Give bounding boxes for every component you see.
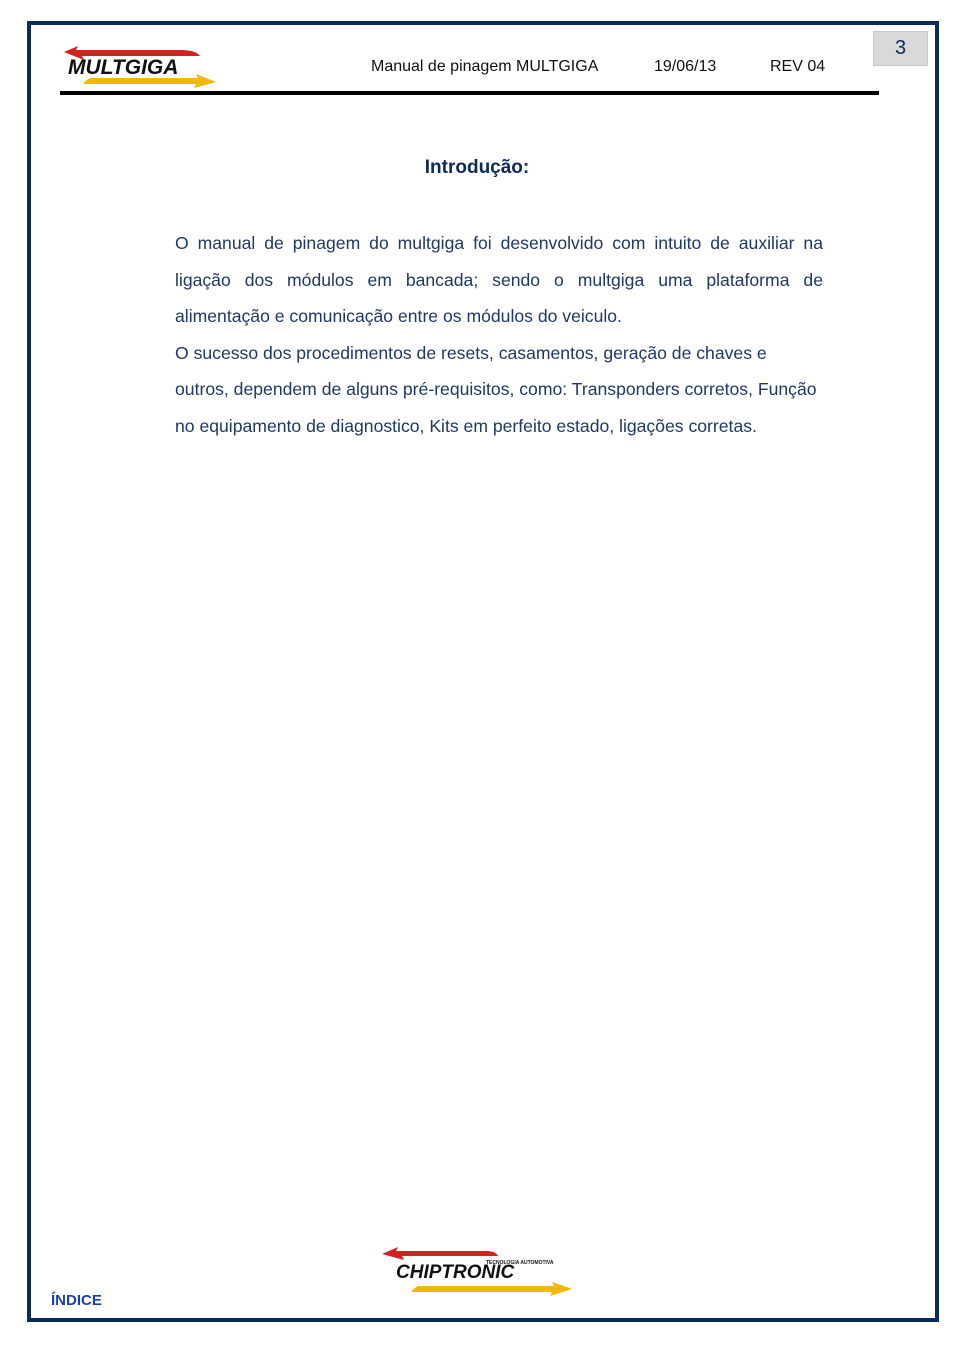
chiptronic-logo bbox=[378, 1244, 578, 1298]
intro-paragraph: O manual de pinagem do multgiga foi desenvolvido com intuito de auxiliar na ligação dos módulos em bancada; sendo o multgiga uma plataforma de alimentação e comunicação entre os módulos do veiculo. bbox=[175, 233, 823, 327]
document-title: Manual de pinagem MULTGIGA bbox=[371, 58, 599, 75]
svg-text:TECNOLOGIA AUTOMOTIVA: TECNOLOGIA AUTOMOTIVA bbox=[486, 1260, 554, 1266]
svg-text:MULTGIGA: MULTGIGA bbox=[68, 56, 179, 79]
multgiga-logo bbox=[60, 42, 220, 88]
index-link[interactable]: ÍNDICE bbox=[51, 1292, 102, 1309]
svg-text:CHIPTRONIC: CHIPTRONIC bbox=[396, 1262, 515, 1283]
intro-body bbox=[175, 225, 823, 445]
section-title: Introdução: bbox=[424, 157, 530, 178]
page-header bbox=[60, 40, 880, 94]
header-divider bbox=[60, 91, 879, 95]
document-date: 19/06/13 bbox=[654, 58, 717, 75]
intro-paragraph: O sucesso dos procedimentos de resets, casamentos, geração de chaves e outros, dependem de alguns pré-requisitos, como: Transponders corretos, Função no equipamento de diagnostico, Kits em perfeito estado, ligações corretas. bbox=[175, 342, 817, 436]
page-frame bbox=[27, 21, 939, 1322]
document-revision: REV 04 bbox=[770, 58, 826, 75]
page-number: 3 bbox=[873, 31, 928, 66]
